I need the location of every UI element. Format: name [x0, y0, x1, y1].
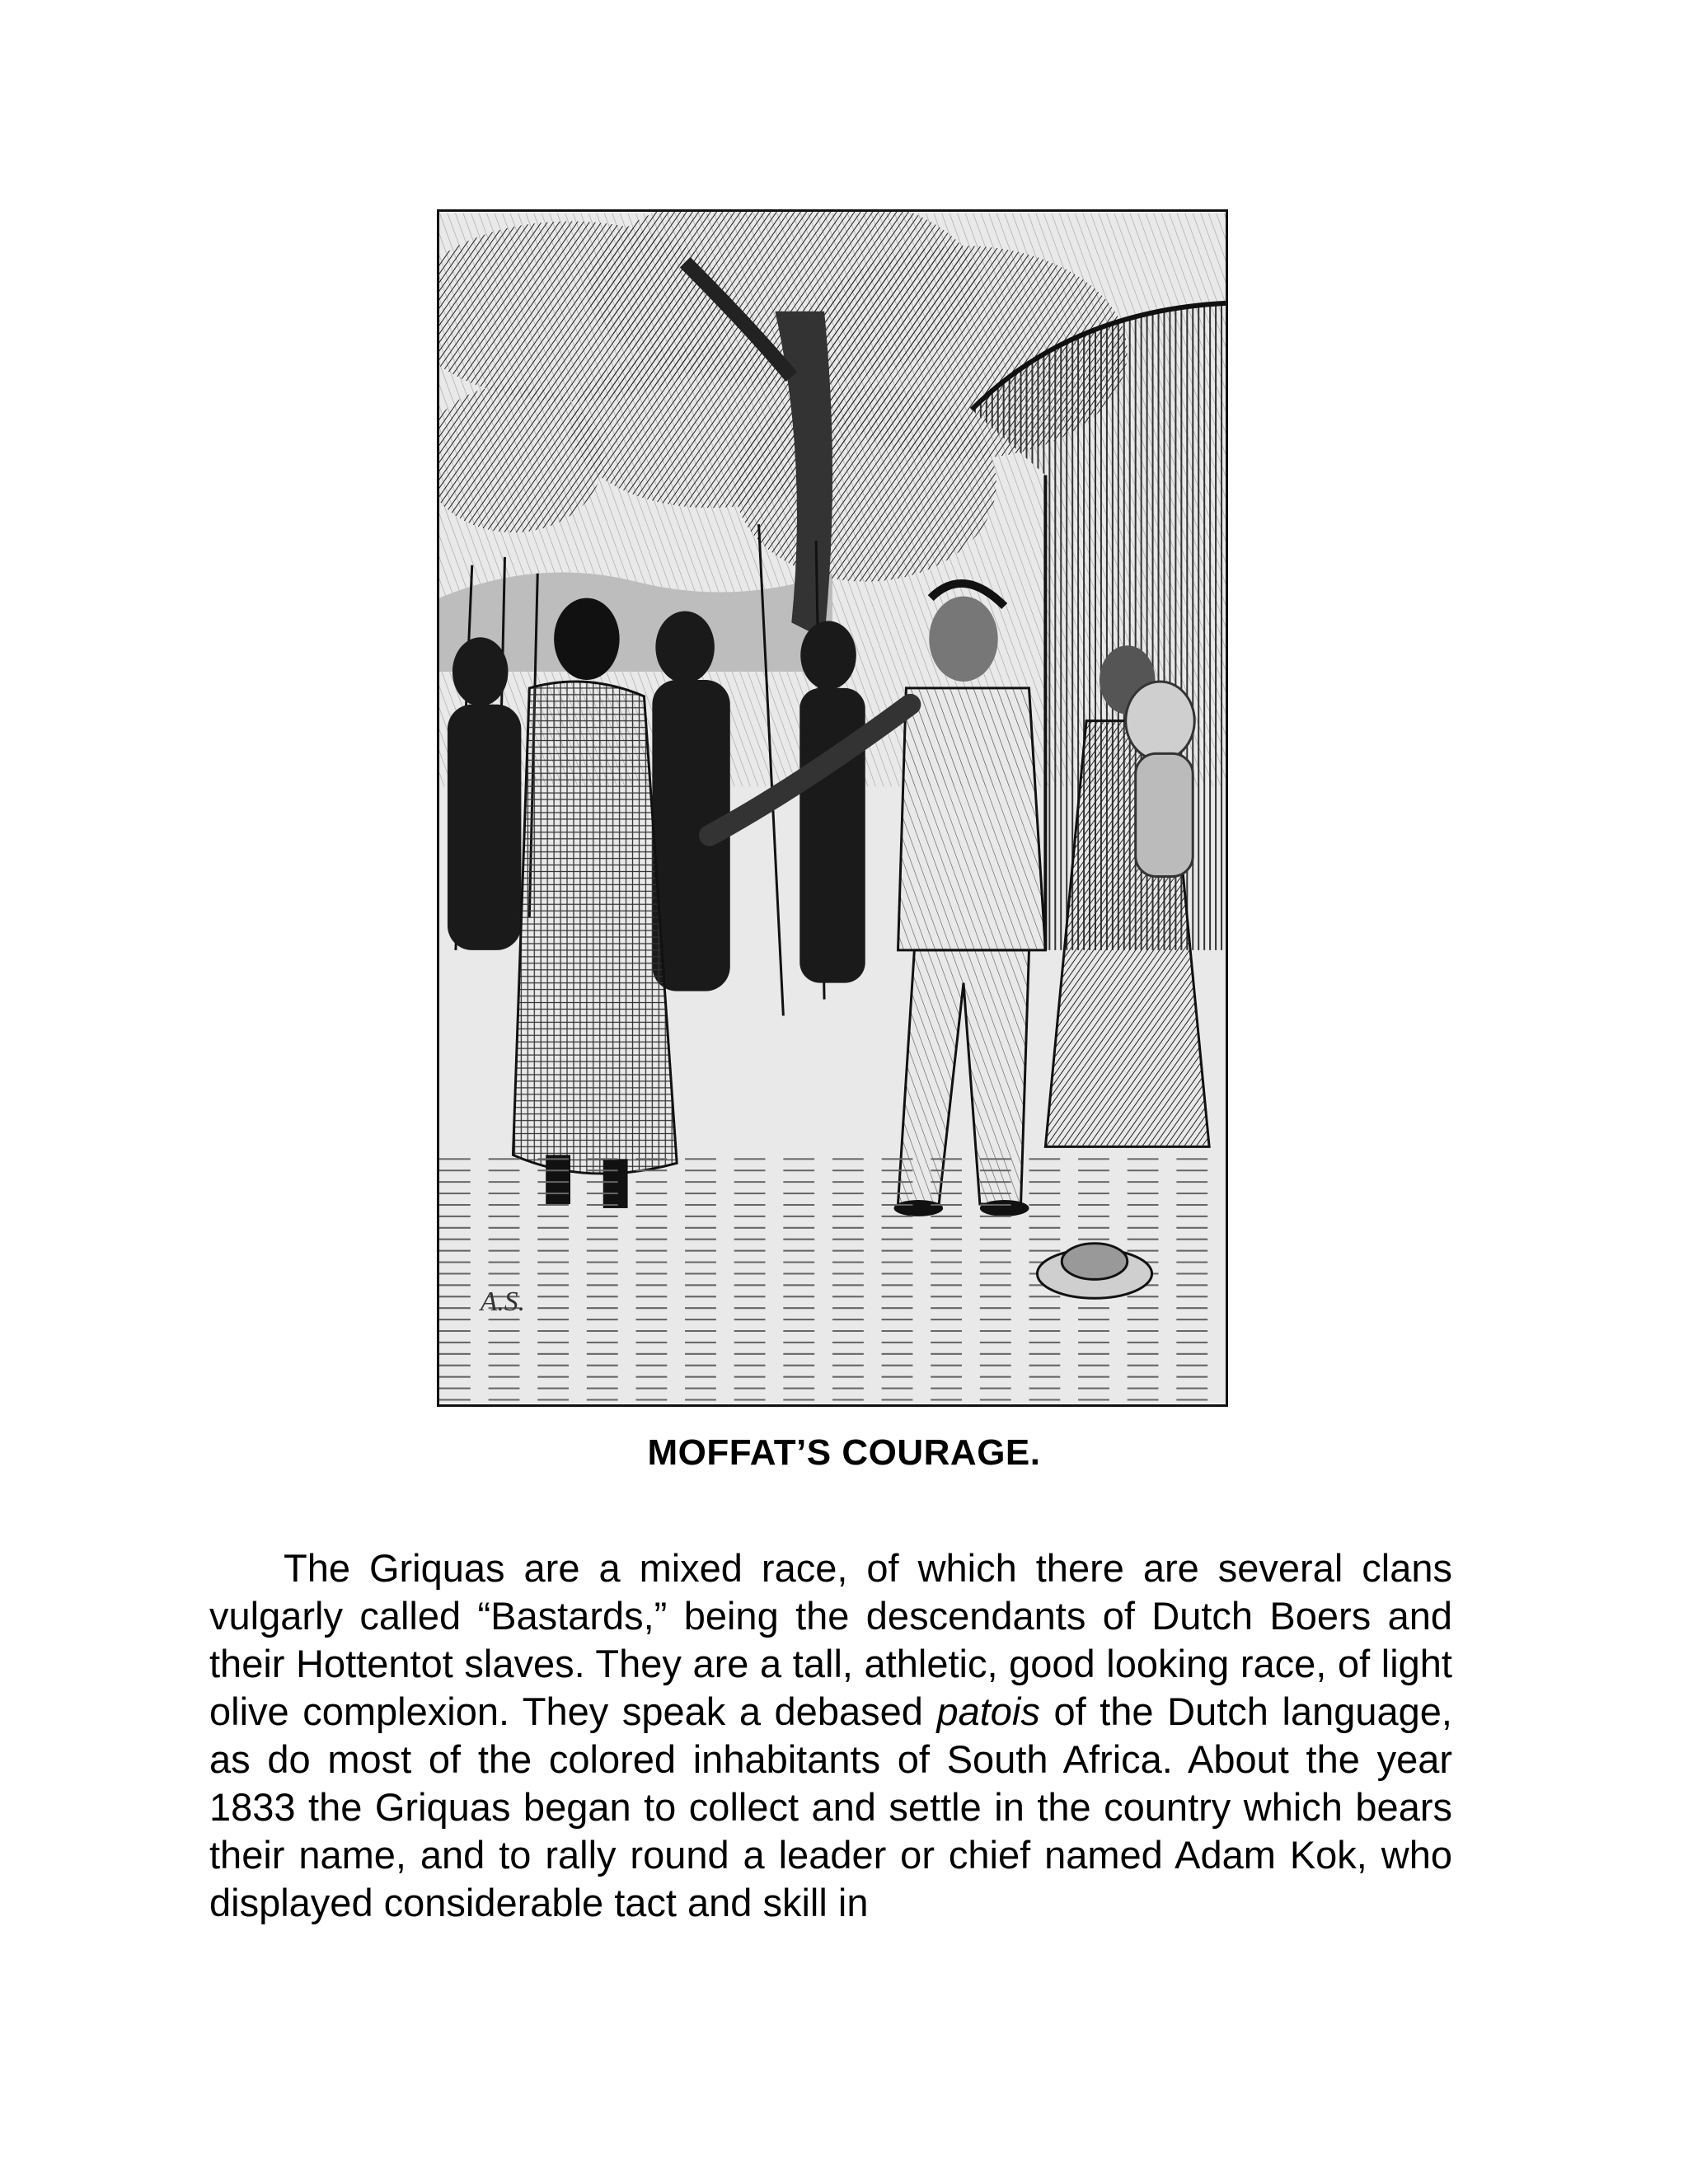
- paragraph-emphasis: patois: [936, 1690, 1040, 1733]
- paragraph-text-part-1: The Griquas are a mixed race, of which there are several clans vulgarly called “Bastards,” being the descendants of Dutch Boers and their Hottentot slaves. They are a tall, athletic, good looking race, of light olive complexion. They speak a debased: [209, 1546, 1452, 1733]
- body-paragraph: [209, 1544, 1452, 1927]
- paragraph-text-part-2: of the Dutch language, as do most of the colored inhabitants of South Africa. About the year 1833 the Griquas began to collect and settle in the country which bears their name, and to rally round a leader or chief named Adam Kok, who displayed considerable tact and skill in: [209, 1690, 1452, 1924]
- engraving-image: [439, 212, 1226, 1404]
- artist-signature: A.S.: [480, 1286, 526, 1318]
- engraving-illustration: [437, 209, 1228, 1407]
- figure-caption: MOFFAT’S COURAGE.: [647, 1432, 1041, 1473]
